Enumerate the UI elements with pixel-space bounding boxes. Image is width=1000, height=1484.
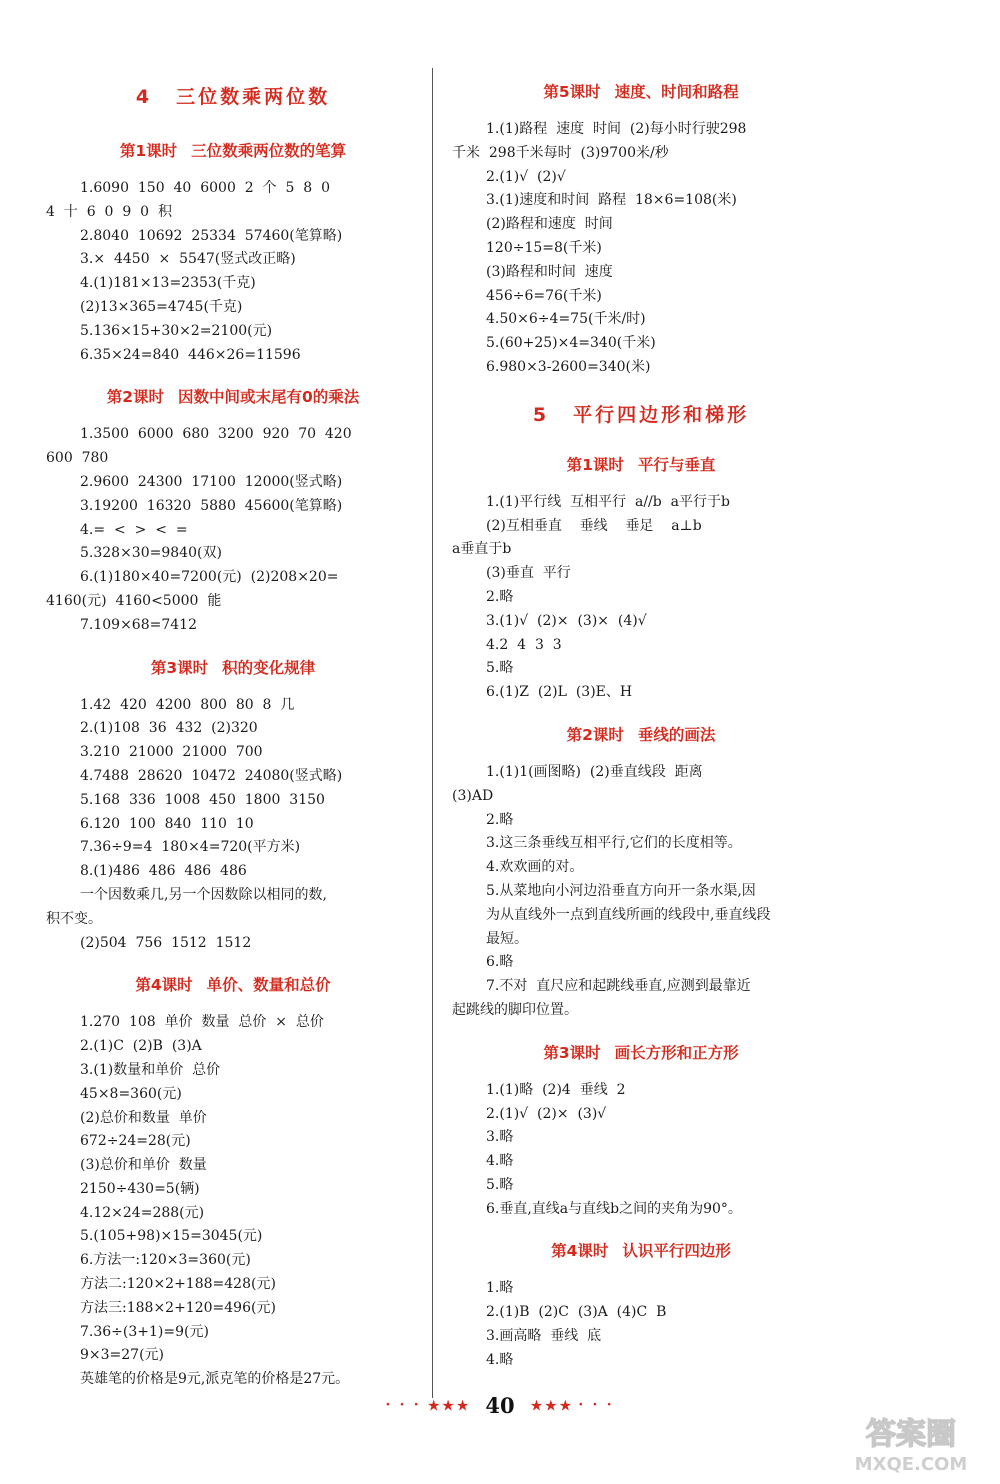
answer-line: (2)互相垂直 垂线 垂足 a⊥b xyxy=(486,517,702,534)
lesson-heading: 第5课时 速度、时间和路程 xyxy=(543,83,739,101)
answer-line: 3.210 21000 21000 700 xyxy=(80,744,263,761)
svg-text:答案圈: 答案圈 xyxy=(866,1417,956,1452)
answer-line: 8.(1)486 486 486 486 xyxy=(80,863,247,880)
answer-line: 2.(1)√ (2)√ xyxy=(486,168,566,185)
lesson-answers xyxy=(452,491,830,705)
answer-line: 6.(1)Z (2)L (3)E、H xyxy=(486,684,633,701)
answer-line: 600 780 xyxy=(46,450,109,467)
unit-number: 5 xyxy=(532,403,550,426)
answer-line: 方法二:120×2+188=428(元) xyxy=(80,1276,276,1293)
answer-line: 3.略 xyxy=(486,1129,514,1146)
answer-line: 4160(元) 4160<5000 能 xyxy=(46,592,222,609)
svg-text:MXQE.COM: MXQE.COM xyxy=(854,1454,968,1475)
answer-line: 6.方法一:120×3=360(元) xyxy=(80,1252,251,1269)
answer-line: 7.36÷9=4 180×4=720(平方米) xyxy=(80,839,301,856)
unit-title-text: 三位数乘两位数 xyxy=(176,86,331,108)
lesson-answers xyxy=(452,1277,830,1372)
answer-line: (3)垂直 平行 xyxy=(486,565,571,582)
answer-line: (3)路程和时间 速度 xyxy=(486,263,613,280)
answer-line: 积不变。 xyxy=(46,910,102,927)
lesson-answers xyxy=(46,177,420,367)
answer-line: 4.略 xyxy=(486,1153,514,1170)
answer-line: (2)路程和速度 时间 xyxy=(486,216,613,233)
lesson-heading: 第3课时 画长方形和正方形 xyxy=(543,1043,739,1062)
answer-line: 4.= < > < = xyxy=(80,521,188,538)
answer-line: 2.(1)108 36 432 (2)320 xyxy=(80,720,258,737)
answer-line: 2.(1)C (2)B (3)A xyxy=(80,1038,202,1055)
answer-line: 5.略 xyxy=(486,1176,514,1193)
answer-line: 3.19200 16320 5880 45600(笔算略) xyxy=(80,497,343,514)
lesson-heading: 第3课时 积的变化规律 xyxy=(150,658,316,677)
answer-line: 6.35×24=840 446×26=11596 xyxy=(80,346,301,363)
lesson-answers xyxy=(46,694,420,956)
answer-line: 4.50×6÷4=75(千米/时) xyxy=(486,311,646,328)
answer-line: 4.12×24=288(元) xyxy=(80,1204,205,1221)
answer-line: 5.328×30=9840(双) xyxy=(80,545,222,562)
answer-line: 6.垂直,直线a与直线b之间的夹角为90°。 xyxy=(486,1200,742,1217)
star-icon: ★★★ xyxy=(426,1396,471,1415)
answer-line: 5.略 xyxy=(486,660,514,677)
watermark-logo xyxy=(836,1408,986,1478)
lesson-answers xyxy=(46,1011,420,1392)
answer-line: (2)13×365=4745(千克) xyxy=(80,298,243,315)
answer-line: 最短。 xyxy=(486,930,528,947)
answer-line: 2.略 xyxy=(486,811,514,828)
answer-line: 一个因数乘几,另一个因数除以相同的数, xyxy=(80,886,327,903)
lesson-heading: 第1课时 三位数乘两位数的笔算 xyxy=(119,142,347,160)
answer-line: 3.× 4450 × 5547(竖式改正略) xyxy=(80,251,296,268)
answer-line: 2.8040 10692 25334 57460(笔算略) xyxy=(80,227,343,244)
answer-line: 3.(1)速度和时间 路程 18×6=108(米) xyxy=(486,192,737,209)
lesson-heading: 第4课时 单价、数量和总价 xyxy=(135,976,331,995)
answer-line: 英雄笔的价格是9元,派克笔的价格是27元。 xyxy=(80,1371,350,1388)
answer-line: 1.6090 150 40 6000 2 个 5 8 0 xyxy=(80,180,330,196)
lesson-answers xyxy=(452,118,830,380)
answer-line: 4.2 4 3 3 xyxy=(486,636,562,653)
lesson-answers xyxy=(452,761,830,1023)
answer-line: 2.(1)B (2)C (3)A (4)C B xyxy=(486,1304,667,1321)
answer-line: 2.略 xyxy=(486,588,514,605)
answer-line: 45×8=360(元) xyxy=(80,1085,182,1102)
answer-line: 千米 298千米每时 (3)9700米/秒 xyxy=(452,144,669,161)
answer-line: a垂直于b xyxy=(452,541,512,558)
answer-line: 1.42 420 4200 800 80 8 几 xyxy=(80,696,295,713)
answer-line: 2.(1)√ (2)× (3)√ xyxy=(486,1105,607,1122)
right-column xyxy=(452,60,830,1373)
unit-title-4 xyxy=(46,82,420,109)
answer-line: 6.略 xyxy=(486,954,514,971)
answer-line: 7.36÷(3+1)=9(元) xyxy=(80,1323,209,1340)
answer-line: 方法三:188×2+120=496(元) xyxy=(80,1299,276,1316)
answer-line: 4.欢欢画的对。 xyxy=(486,859,584,876)
answer-line: 1.略 xyxy=(486,1280,514,1297)
dots-decoration: • • • xyxy=(578,1400,615,1411)
answer-line: 7.109×68=7412 xyxy=(80,616,197,633)
answer-line: 1.(1)路程 速度 时间 (2)每小时行驶298 xyxy=(486,121,747,137)
answer-line: (3)总价和单价 数量 xyxy=(80,1157,207,1174)
answer-line: (3)AD xyxy=(452,787,494,804)
lesson-answers xyxy=(46,423,420,637)
answer-line: 6.980×3-2600=340(米) xyxy=(486,358,651,375)
answer-line: 1.(1)平行线 互相平行 a//b a平行于b xyxy=(486,493,730,510)
answer-line: 4.(1)181×13=2353(千克) xyxy=(80,275,256,292)
answer-line: 1.(1)略 (2)4 垂线 2 xyxy=(486,1081,626,1098)
answer-line: 2150÷430=5(辆) xyxy=(80,1180,200,1197)
answer-line: 3.(1)√ (2)× (3)× (4)√ xyxy=(486,612,647,629)
unit-title-text: 平行四边形和梯形 xyxy=(573,403,750,426)
lesson-heading: 第2课时 垂线的画法 xyxy=(566,725,716,744)
lesson-heading: 第2课时 因数中间或末尾有0的乘法 xyxy=(106,388,360,407)
answer-line: 1.270 108 单价 数量 总价 × 总价 xyxy=(80,1014,324,1031)
lesson-answers xyxy=(452,1079,830,1222)
answer-line: 2.9600 24300 17100 12000(竖式略) xyxy=(80,473,343,490)
answer-line: 5.从菜地向小河边沿垂直方向开一条水渠,因 xyxy=(486,882,756,899)
answer-line: 起跳线的脚印位置。 xyxy=(452,1001,578,1018)
answer-line: 6.(1)180×40=7200(元) (2)208×20= xyxy=(80,569,339,586)
answer-line: 3.画高略 垂线 底 xyxy=(486,1328,602,1345)
answer-line: 9×3=27(元) xyxy=(80,1347,165,1364)
answer-line: 4.7488 28620 10472 24080(竖式略) xyxy=(80,767,343,784)
page-number: 40 xyxy=(485,1393,515,1418)
answer-line: 5.(60+25)×4=340(千米) xyxy=(486,335,656,352)
answer-line: 3.(1)数量和单价 总价 xyxy=(80,1061,221,1078)
answer-line: 3.这三条垂线互相平行,它们的长度相等。 xyxy=(486,835,742,852)
lesson-heading: 第1课时 平行与垂直 xyxy=(566,455,716,474)
answer-line: 5.168 336 1008 450 1800 3150 xyxy=(80,791,325,808)
answer-line: (2)504 756 1512 1512 xyxy=(80,934,252,951)
unit-number: 4 xyxy=(135,86,153,108)
column-divider xyxy=(432,68,433,1398)
answer-line: 6.120 100 840 110 10 xyxy=(80,815,254,832)
answer-line: 为从直线外一点到直线所画的线段中,垂直线段 xyxy=(486,906,771,923)
answer-line: 120÷15=8(千米) xyxy=(486,239,602,256)
answer-line: 1.(1)1(画图略) (2)垂直线段 距离 xyxy=(486,763,703,780)
lesson-heading: 第4课时 认识平行四边形 xyxy=(551,1242,731,1261)
answer-line: 4 十 6 0 9 0 积 xyxy=(46,203,172,220)
dots-decoration: • • • xyxy=(385,1400,422,1411)
answer-line: 7.不对 直尺应和起跳线垂直,应测到最靠近 xyxy=(486,978,751,995)
unit-title-5 xyxy=(452,400,830,427)
answer-line: 1.3500 6000 680 3200 920 70 420 xyxy=(80,426,352,443)
answer-line: 672÷24=28(元) xyxy=(80,1133,191,1150)
watermark-graphic xyxy=(836,1408,986,1478)
answer-line: 5.(105+98)×15=3045(元) xyxy=(80,1228,263,1245)
answer-line: 5.136×15+30×2=2100(元) xyxy=(80,322,273,339)
answer-line: (2)总价和数量 单价 xyxy=(80,1109,207,1126)
answer-line: 456÷6=76(千米) xyxy=(486,287,602,304)
answer-line: 4.略 xyxy=(486,1351,514,1368)
left-column xyxy=(46,60,420,1392)
star-icon: ★★★ xyxy=(529,1396,574,1415)
